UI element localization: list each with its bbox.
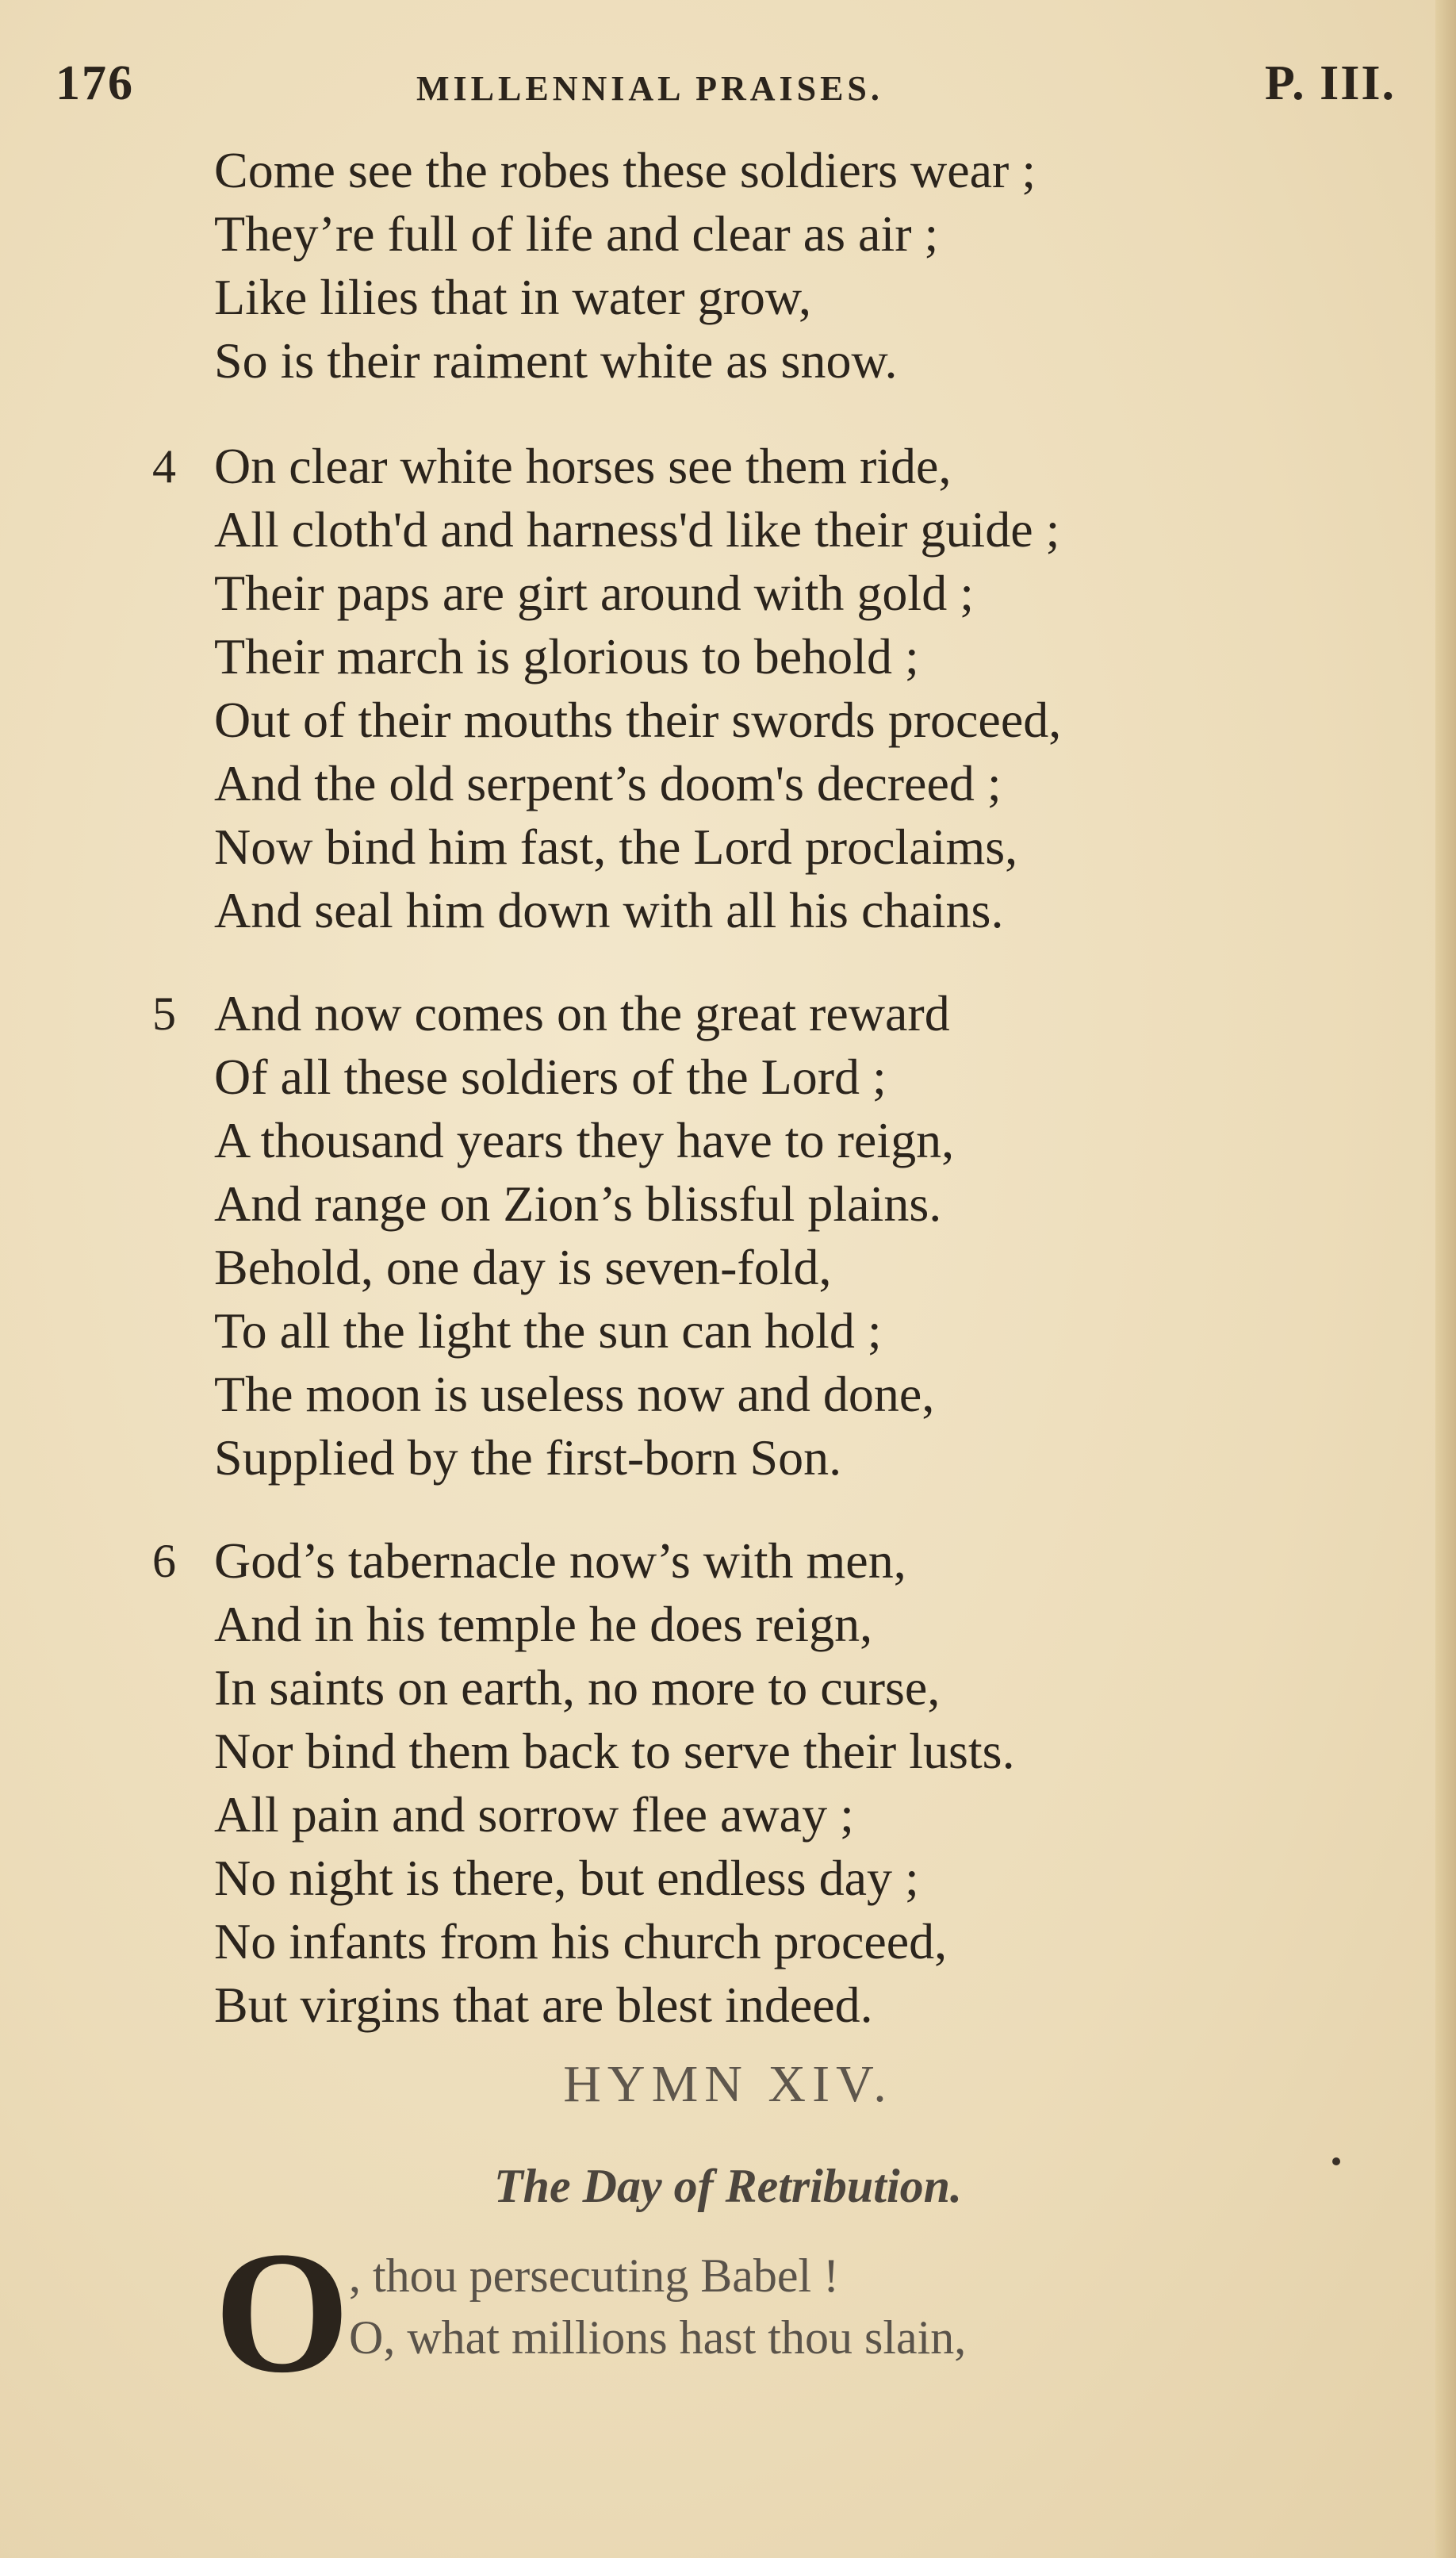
page-number: 176 bbox=[56, 56, 134, 110]
verse-line: O, what millions hast thou slain, bbox=[349, 2311, 967, 2364]
verse-line: Out of their mouths their swords proceed, bbox=[214, 692, 1062, 748]
stanza-number: 6 bbox=[152, 1535, 176, 1587]
verse-line: And the old serpent’s doom's decreed ; bbox=[214, 755, 1002, 811]
verse-line: Like lilies that in water grow, bbox=[214, 269, 811, 325]
verse-line: All pain and sorrow flee away ; bbox=[214, 1786, 854, 1843]
verse-line: Nor bind them back to serve their lusts. bbox=[214, 1723, 1015, 1779]
verse-line: Behold, one day is seven-fold, bbox=[214, 1239, 832, 1295]
stanza-number: 4 bbox=[152, 440, 176, 493]
verse-line: Of all these soldiers of the Lord ; bbox=[214, 1049, 887, 1105]
running-title: MILLENNIAL PRAISES. bbox=[416, 69, 883, 108]
part-label: P. III. bbox=[1264, 56, 1396, 110]
verse-line: , thou persecuting Babel ! bbox=[349, 2249, 840, 2302]
verse-line: Come see the robes these soldiers wear ; bbox=[214, 142, 1036, 198]
verse-line: But virgins that are blest indeed. bbox=[214, 1977, 873, 2033]
hymn-opening-lines bbox=[349, 2245, 966, 2368]
verse-line: And seal him down with all his chains. bbox=[214, 882, 1004, 938]
verse-line: No night is there, but endless day ; bbox=[214, 1850, 919, 1906]
verse-line: Now bind him fast, the Lord proclaims, bbox=[214, 819, 1018, 875]
verse-line: And range on Zion’s blissful plains. bbox=[214, 1175, 942, 1232]
verse-line: And now comes on the great reward bbox=[214, 985, 950, 1041]
verse-line: Their paps are girt around with gold ; bbox=[214, 565, 974, 621]
verse-line: No infants from his church proceed, bbox=[214, 1913, 948, 1969]
hymn-title: HYMN XIV. bbox=[563, 2055, 893, 2113]
verse-line: The moon is useless now and done, bbox=[214, 1366, 935, 1422]
verse-line: On clear white horses see them ride, bbox=[214, 438, 952, 494]
drop-cap: O bbox=[214, 2215, 351, 2409]
verse-line: In saints on earth, no more to curse, bbox=[214, 1659, 941, 1716]
verse-line: And in his temple he does reign, bbox=[214, 1596, 873, 1652]
verse-line: Supplied by the first-born Son. bbox=[214, 1429, 842, 1486]
hymn-subtitle: The Day of Retribution. bbox=[493, 2160, 962, 2212]
stanza-number: 5 bbox=[152, 988, 176, 1040]
page-header bbox=[56, 56, 1396, 127]
printer-mark bbox=[1332, 2157, 1340, 2165]
verse-line: Their march is glorious to behold ; bbox=[214, 628, 919, 685]
verse-line: They’re full of life and clear as air ; bbox=[214, 205, 939, 262]
verse-line: To all the light the sun can hold ; bbox=[214, 1302, 882, 1359]
verse-line: So is their raiment white as snow. bbox=[214, 332, 898, 389]
verse-line: All cloth'd and harness'd like their guide ; bbox=[214, 501, 1060, 558]
verse-line: A thousand years they have to reign, bbox=[214, 1112, 955, 1168]
verse-line: God’s tabernacle now’s with men, bbox=[214, 1532, 906, 1589]
